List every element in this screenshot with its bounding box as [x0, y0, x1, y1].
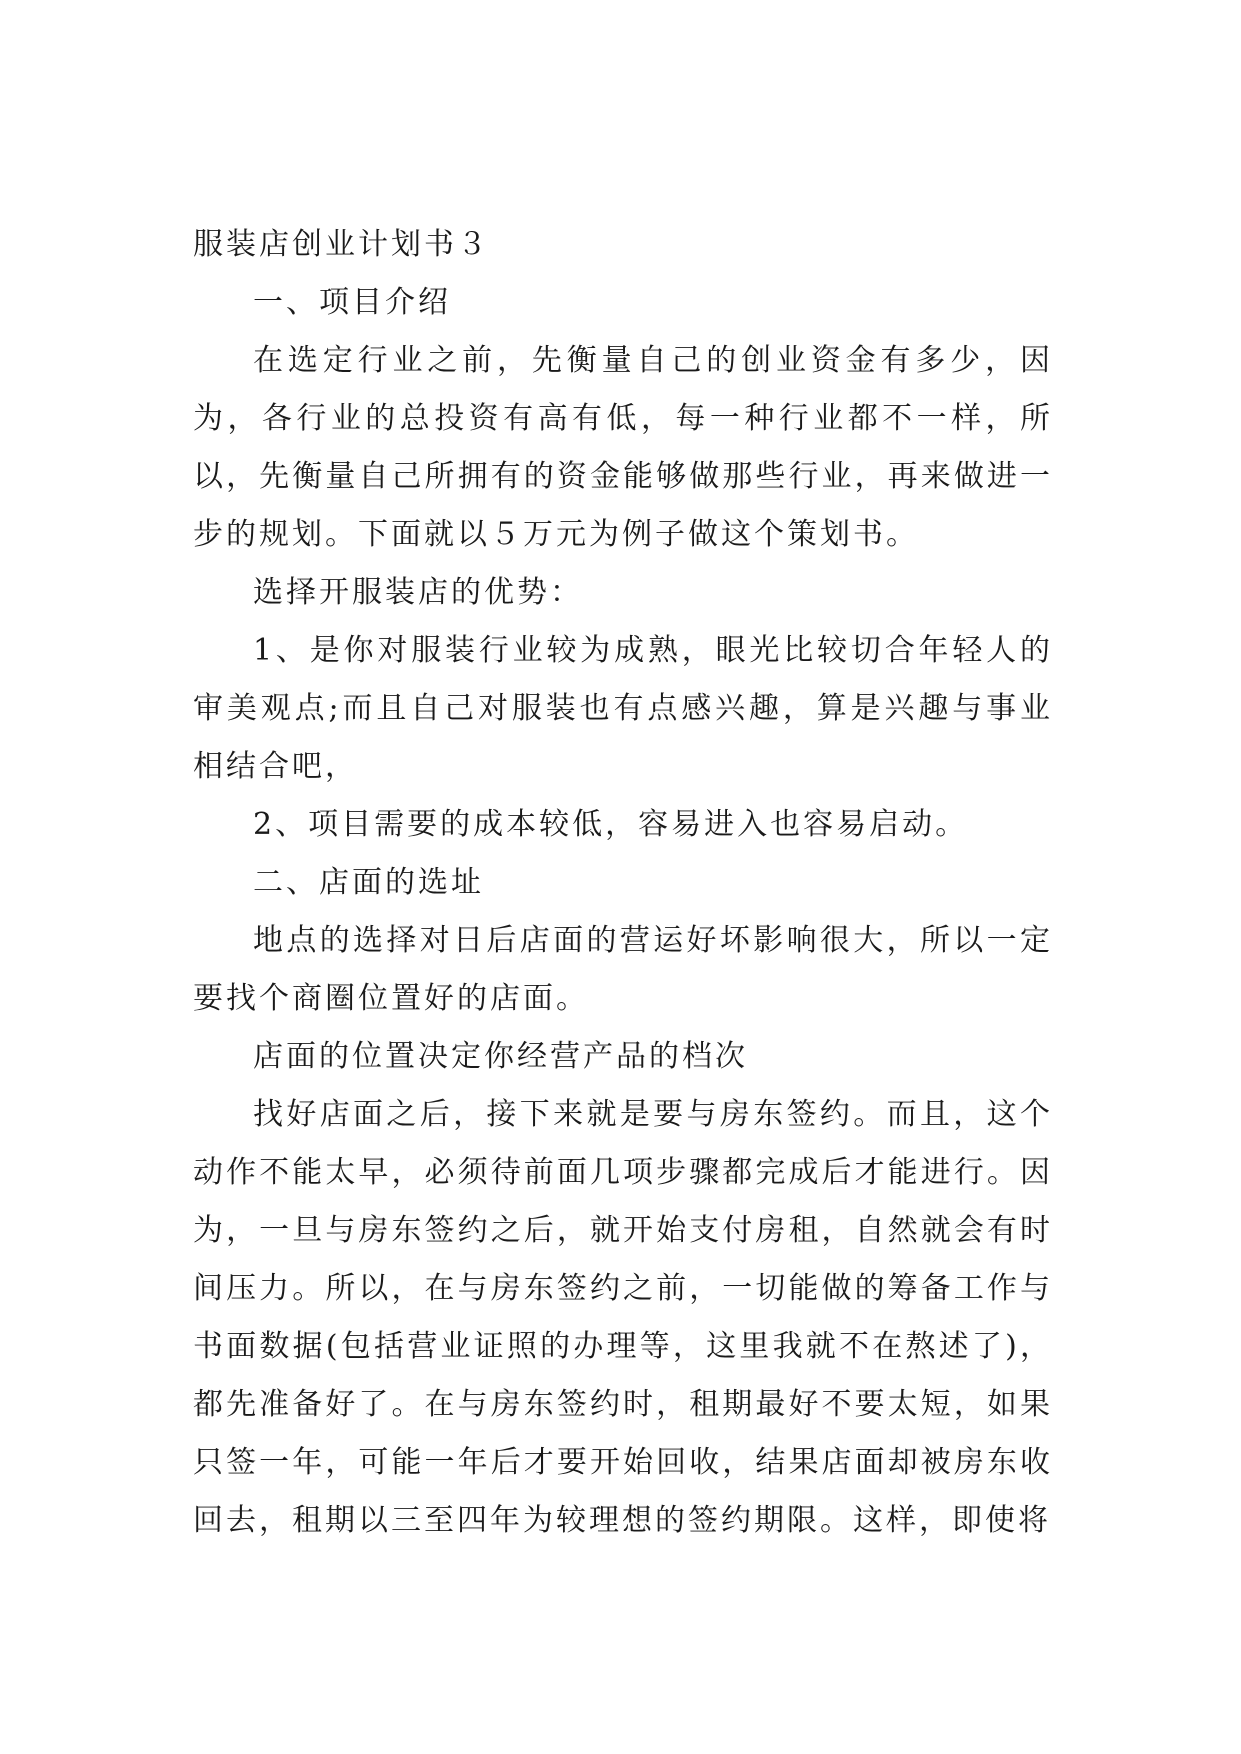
paragraph-advantage-1: 1、是你对服装行业较为成熟，眼光比较切合年轻人的审美观点;而且自己对服装也有点感兴趣，算是兴趣与事业相结合吧，: [193, 633, 1053, 784]
section-heading-project-intro: 一、项目介绍: [253, 285, 451, 320]
paragraph-location-grade: 店面的位置决定你经营产品的档次: [253, 1039, 748, 1074]
section-heading-store-location: 二、店面的选址: [253, 865, 484, 900]
paragraph-lease-signing: 找好店面之后，接下来就是要与房东签约。而且，这个动作不能太早，必须待前面几项步骤都完成后才能进行。因为，一旦与房东签约之后，就开始支付房租，自然就会有时间压力。所以，在与房东签约之前，一切能做的筹备工作与书面数据(包括营业证照的办理等，这里我就不在熬述了)，都先准备好了。在与房东签约时，租期最好不要太短，如果只签一年，可能一年后才要开始回收，结果店面却被房东收回去，租期以三至四年为较理想的签约期限。这样，即使将: [193, 1097, 1053, 1538]
document-title: 服装店创业计划书３: [193, 227, 490, 262]
paragraph-advantage-2: 2、项目需要的成本较低，容易进入也容易启动。: [253, 807, 969, 842]
paragraph-advantages-heading: 选择开服装店的优势：: [253, 575, 583, 610]
paragraph-location-importance: 地点的选择对日后店面的营运好坏影响很大，所以一定要找个商圈位置好的店面。: [193, 923, 1053, 1016]
paragraph-capital: 在选定行业之前，先衡量自己的创业资金有多少，因为，各行业的总投资有高有低，每一种行业都不一样，所以，先衡量自己所拥有的资金能够做那些行业，再来做进一步的规划。下面就以５万元为例子做这个策划书。: [193, 343, 1053, 552]
document-body: [193, 216, 1053, 1550]
